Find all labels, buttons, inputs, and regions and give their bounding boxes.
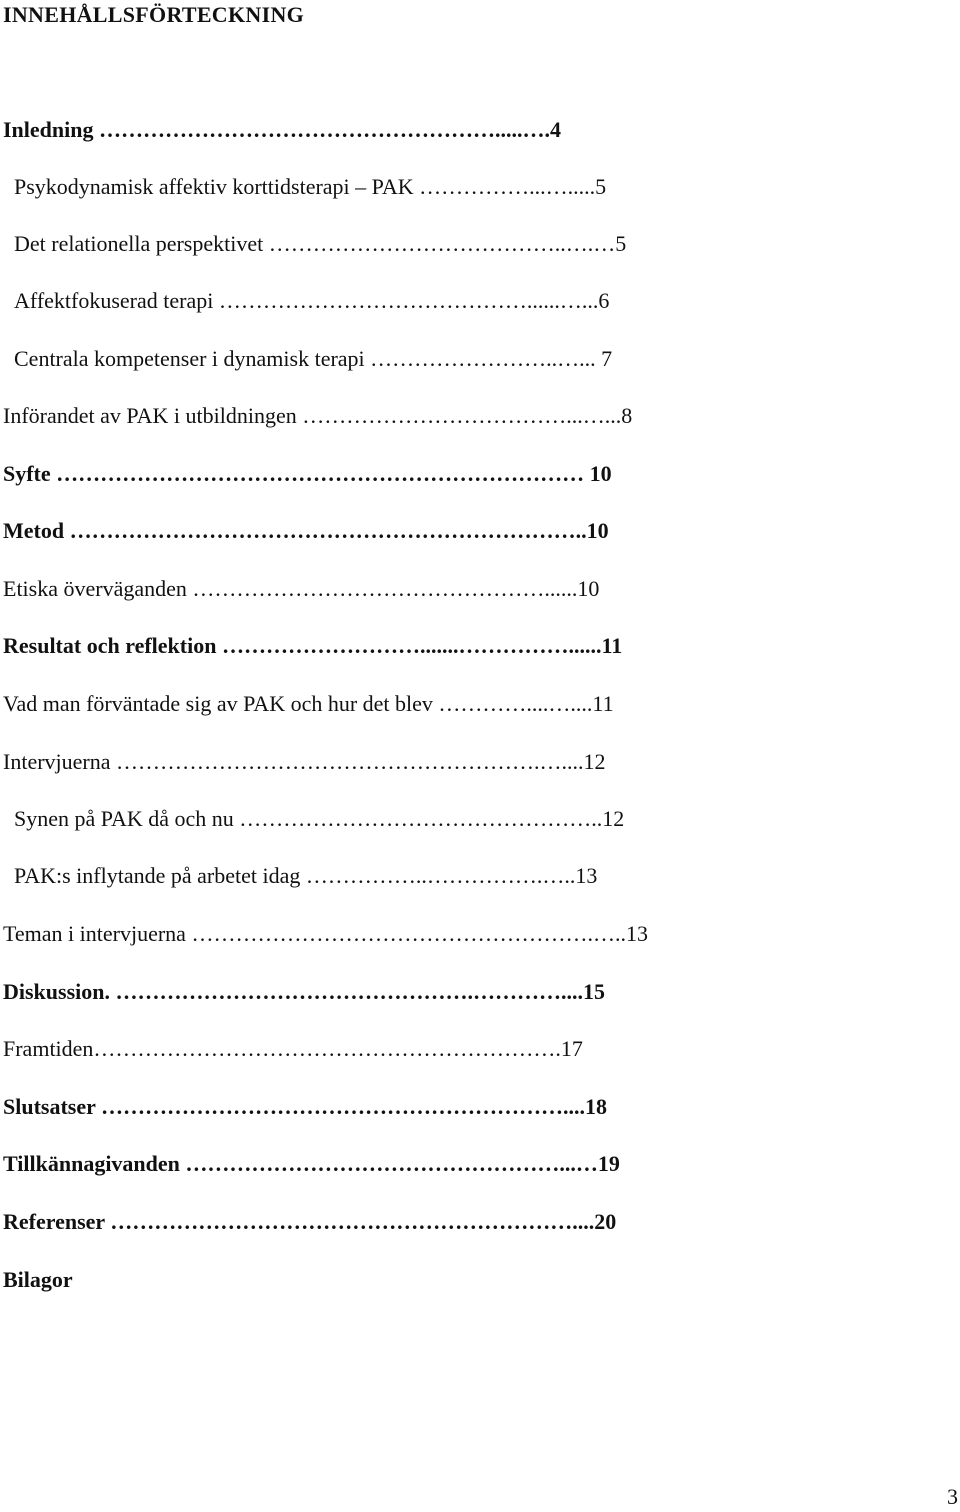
toc-entry-syfte[interactable]: Syfte ……………………………………………………………… 10: [3, 461, 612, 486]
toc-entry-inforandet[interactable]: Införandet av PAK i utbildningen ………………………………...…...8: [3, 403, 633, 428]
toc-entry-referenser[interactable]: Referenser ………………………………………………………....20: [3, 1209, 617, 1234]
page-number: 3: [947, 1484, 958, 1509]
toc-entry-resultat[interactable]: Resultat och reflektion ……………………….......……………......11: [3, 633, 623, 658]
toc-entry-synen[interactable]: Synen på PAK då och nu …………………………………………..12: [14, 806, 625, 831]
toc-entry-metod[interactable]: Metod ……………………………………………………………..10: [3, 518, 609, 543]
toc-entry-tillkannagivanden[interactable]: Tillkännagivanden ……………………………………………...…19: [3, 1151, 620, 1176]
toc-entry-diskussion[interactable]: Diskussion. ………………………………………….…………....15: [3, 979, 606, 1004]
toc-entry-forvantade[interactable]: Vad man förväntade sig av PAK och hur det blev …………....…....11: [3, 691, 614, 716]
toc-entry-bilagor[interactable]: Bilagor: [3, 1267, 73, 1292]
toc-entry-inledning[interactable]: Inledning ……………………………………………….....….4: [3, 117, 561, 142]
toc-entry-etiska[interactable]: Etiska överväganden …………………………………………......10: [3, 576, 600, 601]
toc-entry-teman[interactable]: Teman i intervjuerna ……………………………………………….…..13: [3, 921, 648, 946]
toc-entry-slutsatser[interactable]: Slutsatser ………………………………………………………....18: [3, 1094, 607, 1119]
toc-entry-psykodynamisk[interactable]: Psykodynamisk affektiv korttidsterapi – PAK ……………...….....5: [14, 174, 607, 199]
toc-entry-relationella[interactable]: Det relationella perspektivet …………………………………..….…5: [14, 231, 627, 256]
toc-entry-affektfokuserad[interactable]: Affektfokuserad terapi ……………………………………......…...6: [14, 288, 610, 313]
toc-entry-framtiden[interactable]: Framtiden……………………………………………………….17: [3, 1036, 583, 1061]
toc-entry-inflytande[interactable]: PAK:s inflytande på arbetet idag ……………..…………….…..13: [14, 863, 598, 888]
toc-entry-intervjuerna[interactable]: Intervjuerna ………………………………………………….…....12: [3, 749, 606, 774]
toc-entry-centrala[interactable]: Centrala kompetenser i dynamisk terapi ……………………..…... 7: [14, 346, 613, 371]
toc-title: INNEHÅLLSFÖRTECKNING: [3, 2, 305, 27]
